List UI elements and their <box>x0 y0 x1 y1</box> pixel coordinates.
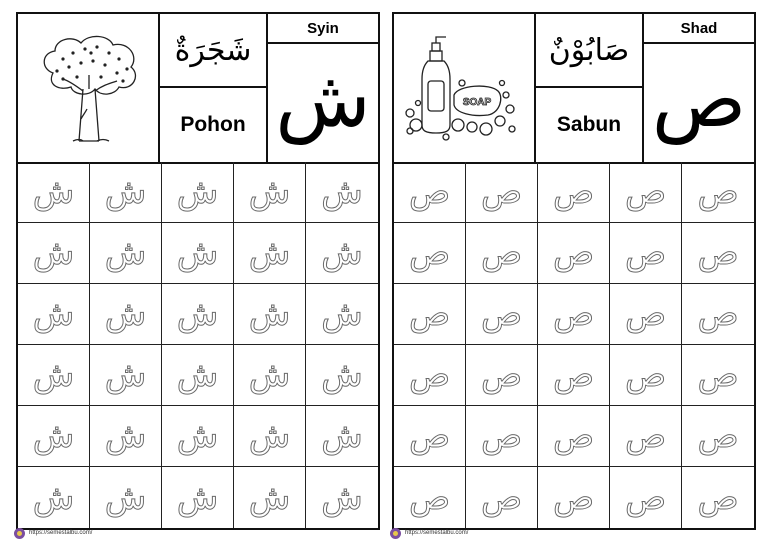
trace-cell <box>538 284 610 345</box>
trace-cell <box>394 406 466 467</box>
trace-letter: ش <box>176 477 219 518</box>
trace-cell <box>162 223 234 284</box>
trace-letter: ص <box>480 355 523 395</box>
trace-cell <box>18 284 90 345</box>
trace-cell <box>234 162 306 223</box>
trace-letter: ص <box>697 294 739 334</box>
trace-cell <box>610 467 682 528</box>
trace-cell <box>466 406 538 467</box>
trace-letter: ش <box>104 233 147 273</box>
trace-cell <box>538 467 610 528</box>
trace-letter: ش <box>32 477 75 518</box>
trace-letter: ص <box>552 355 595 395</box>
trace-letter: ش <box>248 416 291 456</box>
trace-cell <box>306 162 378 223</box>
trace-letter: ش <box>104 477 147 518</box>
trace-letter: ص <box>624 477 667 518</box>
trace-cell <box>306 467 378 528</box>
trace-letter: ش <box>321 477 363 518</box>
worksheet-header <box>394 14 754 164</box>
trace-letter: ش <box>32 416 75 456</box>
trace-letter: ش <box>321 172 363 212</box>
tree-icon <box>33 29 143 147</box>
trace-letter: ش <box>321 416 363 456</box>
trace-letter: ش <box>176 416 219 456</box>
trace-letter: ش <box>176 294 219 334</box>
trace-letter: ص <box>697 477 739 518</box>
trace-cell <box>466 467 538 528</box>
soap-label: SOAP <box>462 97 492 108</box>
trace-cell <box>610 284 682 345</box>
trace-letter: ص <box>697 233 739 273</box>
trace-cell <box>682 284 754 345</box>
trace-letter: ش <box>32 233 75 273</box>
trace-cell <box>162 467 234 528</box>
trace-cell <box>18 162 90 223</box>
trace-letter: ص <box>480 172 523 212</box>
trace-letter: ش <box>321 355 363 395</box>
trace-letter: ص <box>408 233 451 273</box>
trace-letter: ش <box>32 294 75 334</box>
trace-letter: ش <box>176 172 219 212</box>
trace-cell <box>394 284 466 345</box>
footer <box>390 527 468 539</box>
trace-cell <box>394 223 466 284</box>
trace-cell <box>162 284 234 345</box>
trace-cell <box>18 406 90 467</box>
trace-letter: ص <box>552 294 595 334</box>
trace-letter: ش <box>32 355 75 395</box>
trace-letter: ص <box>624 172 667 212</box>
trace-letter: ص <box>697 416 739 456</box>
trace-letter: ص <box>408 355 451 395</box>
word-latin: Sabun <box>536 88 644 162</box>
picture-cell <box>18 14 160 162</box>
trace-letter: ش <box>176 355 219 395</box>
trace-letter: ص <box>408 172 451 212</box>
trace-letter: ص <box>408 294 451 334</box>
trace-cell <box>466 345 538 406</box>
trace-letter: ص <box>480 233 523 273</box>
letter-name: Syin <box>268 14 378 44</box>
soap-bottle-icon <box>402 33 526 143</box>
trace-cell <box>162 162 234 223</box>
trace-letter: ص <box>624 294 667 334</box>
trace-letter: ش <box>248 172 291 212</box>
trace-letter: ش <box>248 355 291 395</box>
trace-cell <box>682 406 754 467</box>
trace-letter: ص <box>624 355 667 395</box>
trace-letter: ش <box>176 233 219 273</box>
trace-cell <box>610 223 682 284</box>
word-arabic: شَجَرَةٌ <box>160 14 268 88</box>
trace-cell <box>234 223 306 284</box>
trace-letter: ص <box>552 477 595 518</box>
trace-cell <box>538 345 610 406</box>
trace-cell <box>18 467 90 528</box>
trace-cell <box>306 345 378 406</box>
trace-cell <box>682 467 754 528</box>
trace-cell <box>610 345 682 406</box>
trace-letter: ص <box>552 416 595 456</box>
trace-letter: ص <box>624 233 667 273</box>
big-letter: ص <box>651 55 747 145</box>
trace-letter: ص <box>480 477 523 518</box>
trace-letter: ش <box>104 355 147 395</box>
trace-letter: ش <box>104 294 147 334</box>
trace-letter: ص <box>408 477 451 518</box>
trace-cell <box>90 284 162 345</box>
worksheet-shad <box>392 12 756 530</box>
trace-cell <box>90 467 162 528</box>
tracing-grid <box>394 162 754 528</box>
trace-cell <box>18 223 90 284</box>
trace-cell <box>234 406 306 467</box>
trace-cell <box>394 162 466 223</box>
trace-letter: ص <box>480 416 523 456</box>
trace-cell <box>682 345 754 406</box>
trace-letter: ش <box>321 294 363 334</box>
trace-cell <box>538 406 610 467</box>
trace-cell <box>90 223 162 284</box>
trace-letter: ش <box>321 233 363 273</box>
trace-cell <box>162 406 234 467</box>
trace-letter: ص <box>697 355 739 395</box>
trace-cell <box>394 467 466 528</box>
trace-cell <box>90 406 162 467</box>
trace-letter: ص <box>697 172 739 212</box>
trace-cell <box>466 284 538 345</box>
worksheet-syin <box>16 12 380 530</box>
word-arabic: صَابُوْنٌ <box>536 14 644 88</box>
trace-letter: ش <box>104 172 147 212</box>
trace-cell <box>610 406 682 467</box>
big-letter: ش <box>275 55 371 145</box>
footer <box>14 527 92 539</box>
trace-letter: ش <box>248 233 291 273</box>
trace-cell <box>466 162 538 223</box>
trace-letter: ش <box>32 172 75 212</box>
trace-cell <box>90 162 162 223</box>
trace-cell <box>538 223 610 284</box>
trace-letter: ص <box>552 233 595 273</box>
trace-cell <box>394 345 466 406</box>
footer-url: https://semestalbu.com/ <box>29 530 93 536</box>
trace-cell <box>682 223 754 284</box>
worksheet-header <box>18 14 378 164</box>
trace-cell <box>306 406 378 467</box>
trace-cell <box>234 345 306 406</box>
trace-cell <box>162 345 234 406</box>
trace-cell <box>466 223 538 284</box>
site-logo-icon <box>14 528 25 539</box>
trace-letter: ص <box>624 416 667 456</box>
tracing-grid <box>18 162 378 528</box>
trace-cell <box>234 284 306 345</box>
trace-letter: ص <box>408 416 451 456</box>
trace-cell <box>682 162 754 223</box>
trace-cell <box>610 162 682 223</box>
site-logo-icon <box>390 528 401 539</box>
trace-letter: ش <box>248 477 291 518</box>
trace-cell <box>234 467 306 528</box>
trace-cell <box>538 162 610 223</box>
letter-name: Shad <box>644 14 754 44</box>
trace-cell <box>306 284 378 345</box>
trace-cell <box>90 345 162 406</box>
trace-letter: ص <box>480 294 523 334</box>
footer-url: https://semestalbu.com/ <box>405 530 469 536</box>
trace-letter: ش <box>248 294 291 334</box>
trace-cell <box>18 345 90 406</box>
picture-cell <box>394 14 536 162</box>
trace-cell <box>306 223 378 284</box>
word-latin: Pohon <box>160 88 268 162</box>
trace-letter: ش <box>104 416 147 456</box>
trace-letter: ص <box>552 172 595 212</box>
